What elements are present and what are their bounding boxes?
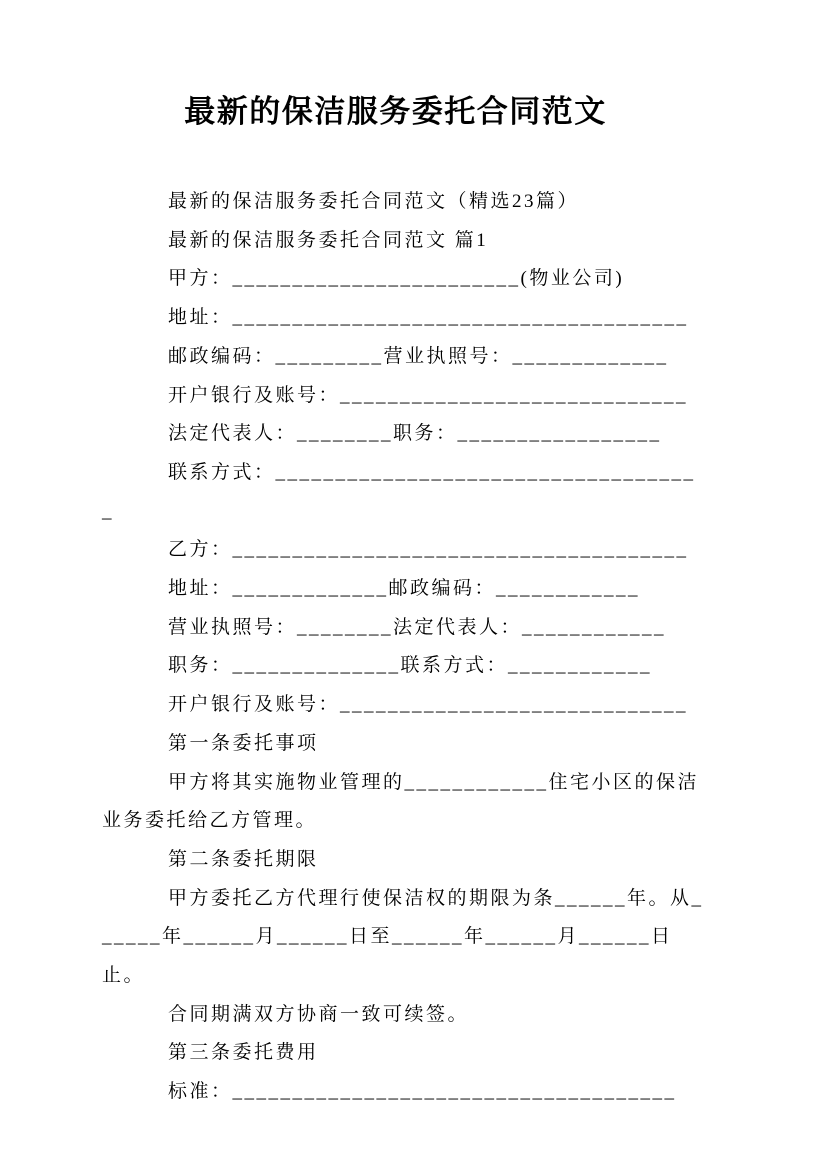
paragraph: 合同期满双方协商一致可续签。 bbox=[168, 1003, 470, 1025]
paragraph: 邮政编码：_________营业执照号：_____________ bbox=[168, 345, 669, 367]
paragraph: 甲方：________________________(物业公司) bbox=[168, 268, 625, 290]
paragraph: 第二条委托期限 bbox=[168, 848, 319, 870]
paragraph: 甲方将其实施物业管理的____________住宅小区的保洁业务委托给乙方管理。 bbox=[102, 771, 700, 832]
paragraph: 开户银行及账号：_____________________________ bbox=[168, 694, 689, 716]
paragraph: 联系方式：____________________________________ bbox=[102, 461, 696, 522]
paragraph: 营业执照号：________法定代表人：____________ bbox=[168, 616, 667, 638]
paragraph: 标准：_____________________________________ bbox=[168, 1081, 677, 1103]
paragraph: 法定代表人：________职务：_________________ bbox=[168, 423, 662, 445]
paragraph: 开户银行及账号：_____________________________ bbox=[168, 384, 689, 406]
document-title: 最新的保洁服务委托合同范文 bbox=[184, 94, 607, 129]
paragraph: 甲方委托乙方代理行使保洁权的期限为条______年。从______年______月______日至______年______月______日止。 bbox=[102, 887, 704, 987]
paragraph: 职务：______________联系方式：____________ bbox=[168, 655, 653, 677]
paragraph: 最新的保洁服务委托合同范文（精选23篇） bbox=[168, 191, 580, 212]
paragraph: 地址：_____________邮政编码：____________ bbox=[168, 578, 641, 600]
paragraph: 第一条委托事项 bbox=[168, 732, 319, 754]
paragraph: 乙方：______________________________________ bbox=[168, 539, 689, 561]
paragraph: 地址：______________________________________ bbox=[168, 307, 689, 329]
paragraph: 最新的保洁服务委托合同范文 篇1 bbox=[168, 229, 489, 251]
paragraph: 第三条委托费用 bbox=[168, 1042, 319, 1064]
document-body bbox=[102, 183, 707, 1112]
